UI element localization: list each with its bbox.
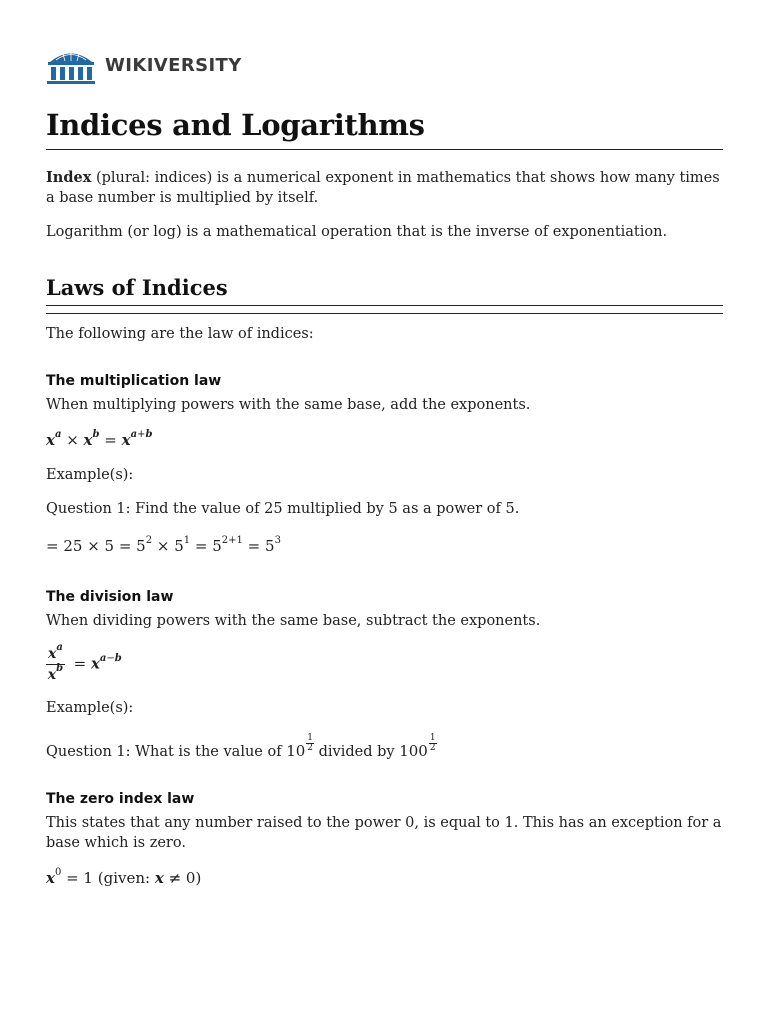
division-law-formula: $\frac{x^a}{x^b}$ = $x^{a-b}$ [47, 642, 122, 683]
division-law-description: When dividing powers with the same base, subtract the exponents. [46, 613, 541, 629]
wikiversity-globe-icon [46, 49, 96, 85]
article-content [46, 106, 723, 889]
index-term: Index [46, 169, 92, 186]
zero-index-law-heading: The zero index law [46, 791, 195, 807]
multiplication-law-formula: $x^a \times x^b = x^{a+b}$ [46, 429, 153, 449]
zero-index-law-formula: $x^0 = 1$ (given: x ≠ 0) [46, 867, 202, 887]
division-examples-label: Example(s): [46, 700, 134, 716]
multiplication-law-description: When multiplying powers with the same base, add the exponents. [46, 397, 531, 413]
multiplication-answer-formula: = $25 \times 5 = 5^2 \times 5^1 = 5^{2+1} = 5^3$ [46, 535, 281, 555]
laws-intro: The following are the law of indices: [46, 326, 314, 342]
division-question-mid: divided by [314, 744, 400, 760]
division-question-base1: 10 [286, 742, 306, 760]
division-question-term2: 100 $\frac{1}{2}$ [399, 733, 436, 760]
division-question [46, 734, 723, 762]
wikiversity-logo[interactable] [46, 49, 242, 85]
wikiversity-wordmark: WIKIVERSITY [105, 55, 242, 76]
index-definition: (plural: indices) is a numerical exponent in mathematics that shows how many times a base number is multiplied by itself. [46, 170, 720, 206]
intro-index-paragraph [46, 168, 723, 208]
division-question-term1: 10 $\frac{1}{2}$ [286, 733, 314, 760]
section-heading-laws-of-indices: Laws of Indices [46, 274, 723, 306]
division-question-prefix: Question 1: What is the value of [46, 744, 287, 760]
multiplication-question: Question 1: Find the value of 25 multiplied by 5 as a power of 5. [46, 501, 520, 517]
intro-logarithm-paragraph: Logarithm (or log) is a mathematical operation that is the inverse of exponentiation. [46, 224, 668, 240]
division-question-base2: 100 [399, 742, 428, 760]
page-title: Indices and Logarithms [46, 106, 723, 150]
zero-index-law-description: This states that any number raised to the power 0, is equal to 1. This has an exception for a base which is zero. [46, 815, 722, 851]
division-law-heading: The division law [46, 589, 174, 605]
multiplication-examples-label: Example(s): [46, 467, 134, 483]
multiplication-law-heading: The multiplication law [46, 373, 222, 389]
